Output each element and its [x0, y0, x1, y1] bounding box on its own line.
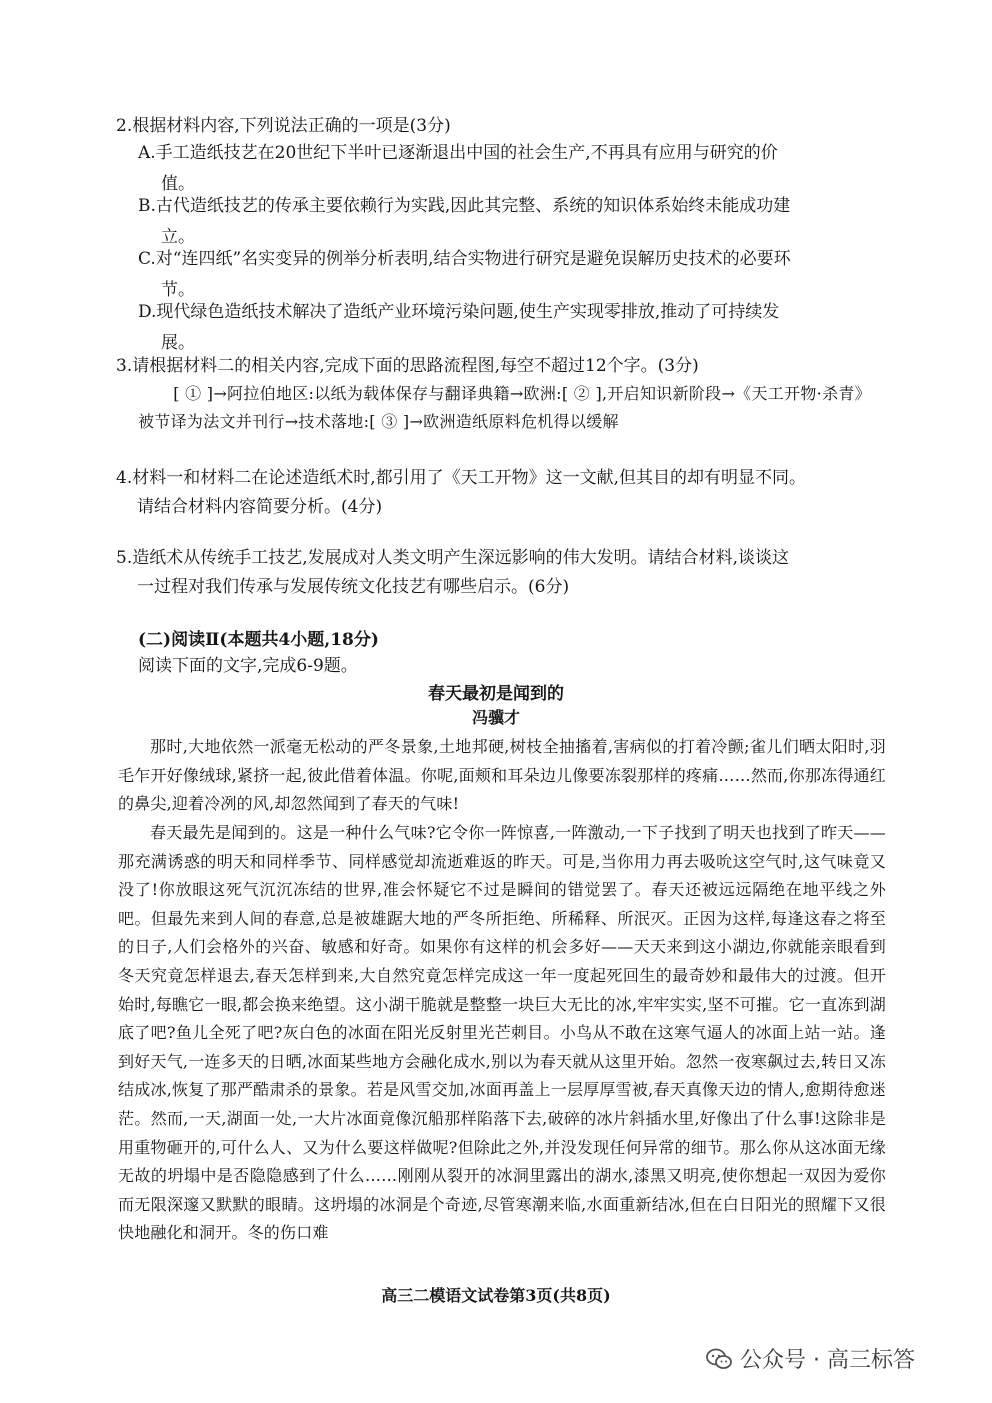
question-5-line1: 5.造纸术从传统手工技艺,发展成对人类文明产生深远影响的伟大发明。请结合材料,谈谈这: [116, 548, 790, 568]
option-c-line2: 节。: [161, 280, 195, 300]
question-4: [116, 464, 886, 522]
section-instruction: 阅读下面的文字,完成6-9题。: [138, 656, 358, 676]
article-paragraph-1: 那时,大地依然一派毫无松动的严冬景象,土地邦硬,树枝全抽搐着,害病似的打着冷颤;雀儿们晒太阳时,羽毛乍开好像绒球,紧挤一起,彼此借着体温。你呢,面颊和耳朵边儿像要冻裂那样的疼痛……然而,你那冻得通红的鼻尖,迎着冷冽的风,却忽然闻到了春天的气味!: [118, 737, 886, 814]
option-a-line1: A.手工造纸技艺在20世纪下半叶已逐渐退出中国的社会生产,不再具有应用与研究的价: [138, 143, 778, 163]
question-5-line2: 一过程对我们传承与发展传统文化技艺有哪些启示。(6分): [137, 577, 570, 597]
option-d-line1: D.现代绿色造纸技术解决了造纸产业环境污染问题,使生产实现零排放,推动了可持续发: [138, 302, 780, 322]
question-2-option-d: [138, 297, 888, 359]
question-4-line2: 请结合材料内容简要分析。(4分): [137, 497, 383, 517]
article-author: 冯骥才: [471, 708, 520, 727]
watermark: [706, 1343, 915, 1374]
section-title: (二)阅读Ⅱ(本题共4小题,18分): [138, 630, 379, 650]
watermark-text: 公众号 · 高三标答: [740, 1348, 915, 1373]
article-paragraph-2: 春天最先是闻到的。这是一种什么气味?它令你一阵惊喜,一阵激动,一下子找到了明天也找到了昨天——那充满诱惑的明天和同样季节、同样感觉却流逝难返的昨天。可是,当你用力再去吸吮这空气时,这气味竟又没了!你放眼这死气沉沉冻结的世界,准会怀疑它不过是瞬间的错觉罢了。春天还被远远隔绝在地平线之外吧。但最先来到人间的春意,总是被雄踞大地的严冬所拒绝、所稀释、所泯灭。正因为这样,每逢这春之将至的日子,人们会格外的兴奋、敏感和好奇。如果你有这样的机会多好——天天来到这小湖边,你就能亲眼看到冬天究竟怎样退去,春天怎样到来,大自然究竟怎样完成这一年一度起死回生的最奇妙和最伟大的过渡。但开始时,每瞧它一眼,都会换来绝望。这小湖干脆就是整整一块巨大无比的冰,牢牢实实,坚不可摧。它一直冻到湖底了吧?鱼儿全死了吧?灰白色的冰面在阳光反射里光芒刺目。小鸟从不敢在这寒气逼人的冰面上站一站。逢到好天气,一连多天的日晒,冰面某些地方会融化成水,别以为春天就从这里开始。忽然一夜寒飙过去,转日又冻结成冰,恢复了那严酷肃杀的景象。若是风雪交加,冰面再盖上一层厚厚雪被,春天真像天边的情人,愈期待愈迷茫。然而,一天,湖面一处,一大片冰面竟像沉船那样陷落下去,破碎的冰片斜插水里,好像出了什么事!这除非是用重物砸开的,可什么人、又为什么要这样做呢?但除此之外,并没发现任何异常的细节。那么你从这冰面无缘无故的坍塌中是否隐隐感到了什么……刚刚从裂开的冰洞里露出的湖水,漆黑又明亮,使你想起一双因为爱你而无限深邃又默默的眼睛。这坍塌的冰洞是个奇迹,尽管寒潮来临,水面重新结冰,但在白日阳光的照耀下又很快地融化和洞开。冬的伤口难: [118, 823, 886, 1243]
question-3-stem: 3.请根据材料二的相关内容,完成下面的思路流程图,每空不超过12个字。(3分): [116, 356, 699, 376]
option-d-line2: 展。: [161, 333, 195, 353]
wechat-icon: [706, 1348, 732, 1370]
option-b-line2: 立。: [161, 227, 195, 247]
option-c-line1: C.对“连四纸”名实变异的例举分析表明,结合实物进行研究是避免误解历史技术的必要环: [138, 249, 791, 269]
question-5: [116, 544, 886, 602]
question-3-flowchart: [ ① ]→阿拉伯地区:以纸为载体保存与翻译典籍→欧洲:[ ② ],开启知识新阶段→《天工开物·杀青》被节译为法文并刊行→技术落地:[ ③ ]→欧洲造纸原料危机得以缓解: [138, 384, 871, 431]
option-a-line2: 值。: [161, 174, 195, 194]
question-2-stem: 2.根据材料内容,下列说法正确的一项是(3分): [116, 116, 451, 136]
question-4-line1: 4.材料一和材料二在论述造纸术时,都引用了《天工开物》这一文献,但其目的却有明显不同。: [116, 468, 807, 488]
option-b-line1: B.古代造纸技艺的传承主要依赖行为实践,因此其完整、系统的知识体系始终未能成功建: [138, 196, 791, 216]
page-footer: 高三二模语文试卷第3页(共8页): [381, 1286, 611, 1305]
article-title: 春天最初是闻到的: [428, 684, 564, 704]
